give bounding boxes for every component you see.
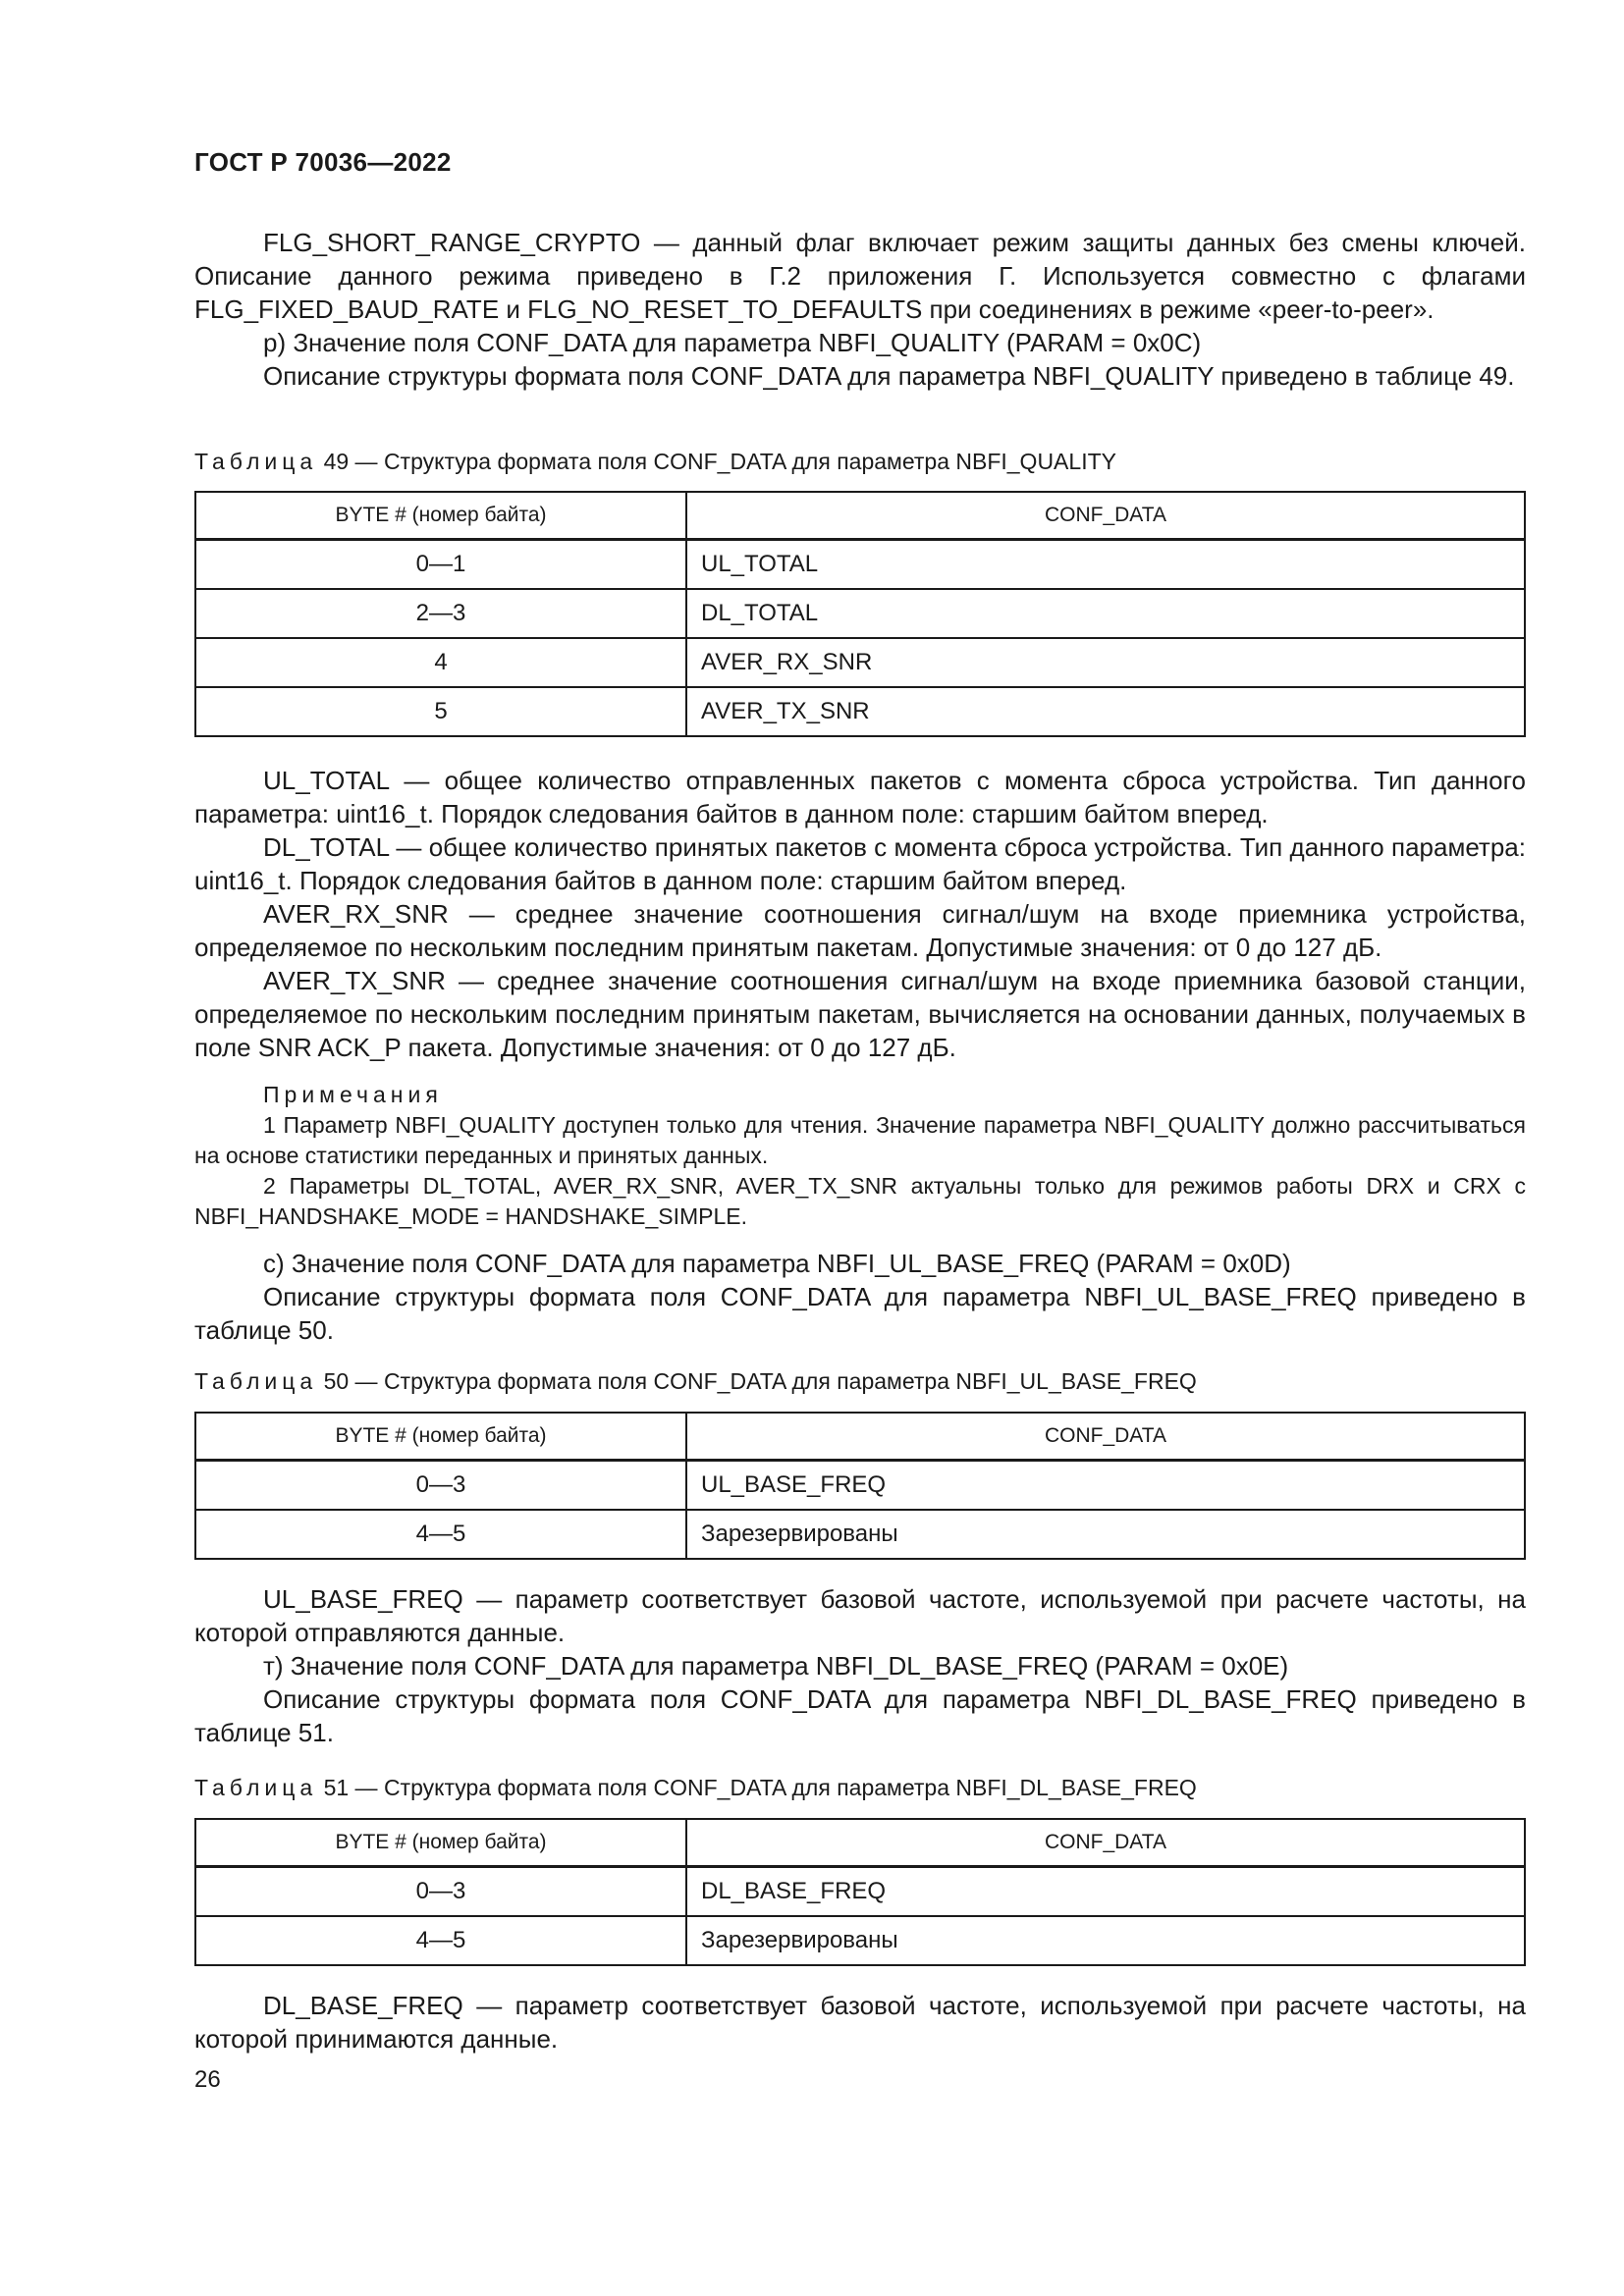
byte-cell: 0—3 — [195, 1867, 686, 1917]
notes-title: Примечания — [263, 1082, 443, 1107]
section-s-heading: с) Значение поля CONF_DATA для параметра NBFI_UL_BASE_FREQ (PARAM = 0x0D) — [263, 1249, 1291, 1278]
byte-cell: 4 — [195, 638, 686, 687]
definitions-section-2 — [194, 1582, 1526, 1749]
definitions-section-3 — [194, 1989, 1526, 2056]
conf-data-cell: Зарезервированы — [686, 1916, 1525, 1965]
conf-data-cell: Зарезервированы — [686, 1510, 1525, 1559]
table-row — [195, 1916, 1525, 1965]
column-header-conf-data: CONF_DATA — [686, 1819, 1525, 1867]
table-caption-text: 49 — Структура формата поля CONF_DATA для параметра NBFI_QUALITY — [323, 449, 1116, 474]
section-s-description: Описание структуры формата поля CONF_DATA для параметра NBFI_UL_BASE_FREQ приведено в таблице 50. — [194, 1282, 1526, 1345]
intro-section — [194, 226, 1526, 393]
document-header: ГОСТ Р 70036—2022 — [194, 147, 452, 177]
table-caption-word: Таблица — [194, 449, 318, 474]
table-row — [195, 589, 1525, 638]
conf-data-cell: UL_BASE_FREQ — [686, 1461, 1525, 1511]
table-header-row — [195, 492, 1525, 540]
byte-cell: 0—3 — [195, 1461, 686, 1511]
aver-tx-snr-definition: AVER_TX_SNR — среднее значение соотношения сигнал/шум на входе приемника базовой станции, определяемое по нескольким последним принятым пакетам, вычисляется на основании данных, получаемых в поле SNR ACK_P пакета. Допустимые значения: от 0 до 127 дБ. — [194, 966, 1526, 1062]
section-t-description: Описание структуры формата поля CONF_DATA для параметра NBFI_DL_BASE_FREQ приведено в таблице 51. — [194, 1684, 1526, 1747]
table-header-row — [195, 1819, 1525, 1867]
section-t-heading: т) Значение поля CONF_DATA для параметра NBFI_DL_BASE_FREQ (PARAM = 0x0E) — [263, 1651, 1289, 1681]
dl-base-freq-definition: DL_BASE_FREQ — параметр соответствует базовой частоте, используемой при расчете частоты, на которой принимаются данные. — [194, 1991, 1526, 2054]
table-caption-word: Таблица — [194, 1368, 318, 1394]
column-header-byte: BYTE # (номер байта) — [195, 1413, 686, 1461]
ul-base-freq-definition: UL_BASE_FREQ — параметр соответствует базовой частоте, используемой при расчете частоты, на которой отправляются данные. — [194, 1584, 1526, 1647]
table-caption-text: 51 — Структура формата поля CONF_DATA для параметра NBFI_DL_BASE_FREQ — [323, 1775, 1197, 1800]
table-row — [195, 1867, 1525, 1917]
table-row — [195, 687, 1525, 736]
conf-data-cell: AVER_RX_SNR — [686, 638, 1525, 687]
byte-cell: 2—3 — [195, 589, 686, 638]
table-49 — [194, 491, 1526, 737]
note-2: 2 Параметры DL_TOTAL, AVER_RX_SNR, AVER_TX_SNR актуальны только для режимов работы DRX и CRX с NBFI_HANDSHAKE_MODE = HANDSHAKE_SIMPLE. — [194, 1173, 1526, 1229]
column-header-conf-data: CONF_DATA — [686, 492, 1525, 540]
column-header-byte: BYTE # (номер байта) — [195, 492, 686, 540]
definitions-section-1 — [194, 764, 1526, 1064]
byte-cell: 0—1 — [195, 540, 686, 590]
notes-section — [194, 1080, 1526, 1232]
conf-data-cell: DL_BASE_FREQ — [686, 1867, 1525, 1917]
section-r-heading: р) Значение поля CONF_DATA для параметра NBFI_QUALITY (PARAM = 0x0C) — [263, 328, 1202, 357]
dl-total-definition: DL_TOTAL — общее количество принятых пакетов с момента сброса устройства. Тип данного параметра: uint16_t. Порядок следования байтов в данном поле: старшим байтом вперед. — [194, 832, 1526, 895]
table-50 — [194, 1412, 1526, 1560]
table-50-caption — [194, 1366, 1526, 1396]
note-1: 1 Параметр NBFI_QUALITY доступен только для чтения. Значение параметра NBFI_QUALITY должно рассчитываться на основе статистики переданных и принятых данных. — [194, 1112, 1526, 1168]
table-row — [195, 540, 1525, 590]
section-s — [194, 1247, 1526, 1347]
table-caption-text: 50 — Структура формата поля CONF_DATA для параметра NBFI_UL_BASE_FREQ — [323, 1368, 1197, 1394]
byte-cell: 4—5 — [195, 1510, 686, 1559]
column-header-conf-data: CONF_DATA — [686, 1413, 1525, 1461]
ul-total-definition: UL_TOTAL — общее количество отправленных пакетов с момента сброса устройства. Тип данного параметра: uint16_t. Порядок следования байтов в данном поле: старшим байтом вперед. — [194, 766, 1526, 828]
byte-cell: 4—5 — [195, 1916, 686, 1965]
flg-short-range-crypto-paragraph: FLG_SHORT_RANGE_CRYPTO — данный флаг включает режим защиты данных без смены ключей. Описание данного режима приведено в Г.2 приложения Г. Используется совместно с флагами FLG_FIXED_BAUD_RATE и FLG_NO_RESET_TO_DEFAULTS при соединениях в режиме «peer-to-peer». — [194, 228, 1526, 324]
conf-data-cell: UL_TOTAL — [686, 540, 1525, 590]
table-header-row — [195, 1413, 1525, 1461]
conf-data-cell: AVER_TX_SNR — [686, 687, 1525, 736]
table-row — [195, 1461, 1525, 1511]
table-caption-word: Таблица — [194, 1775, 318, 1800]
column-header-byte: BYTE # (номер байта) — [195, 1819, 686, 1867]
table-49-caption — [194, 447, 1526, 476]
table-row — [195, 638, 1525, 687]
section-r-description: Описание структуры формата поля CONF_DATA для параметра NBFI_QUALITY приведено в таблице 49. — [263, 361, 1515, 391]
aver-rx-snr-definition: AVER_RX_SNR — среднее значение соотношения сигнал/шум на входе приемника устройства, определяемое по нескольким последним принятым пакетам. Допустимые значения: от 0 до 127 дБ. — [194, 899, 1526, 962]
table-51 — [194, 1818, 1526, 1966]
conf-data-cell: DL_TOTAL — [686, 589, 1525, 638]
table-row — [195, 1510, 1525, 1559]
byte-cell: 5 — [195, 687, 686, 736]
table-51-caption — [194, 1773, 1526, 1802]
page-number: 26 — [194, 2066, 221, 2093]
